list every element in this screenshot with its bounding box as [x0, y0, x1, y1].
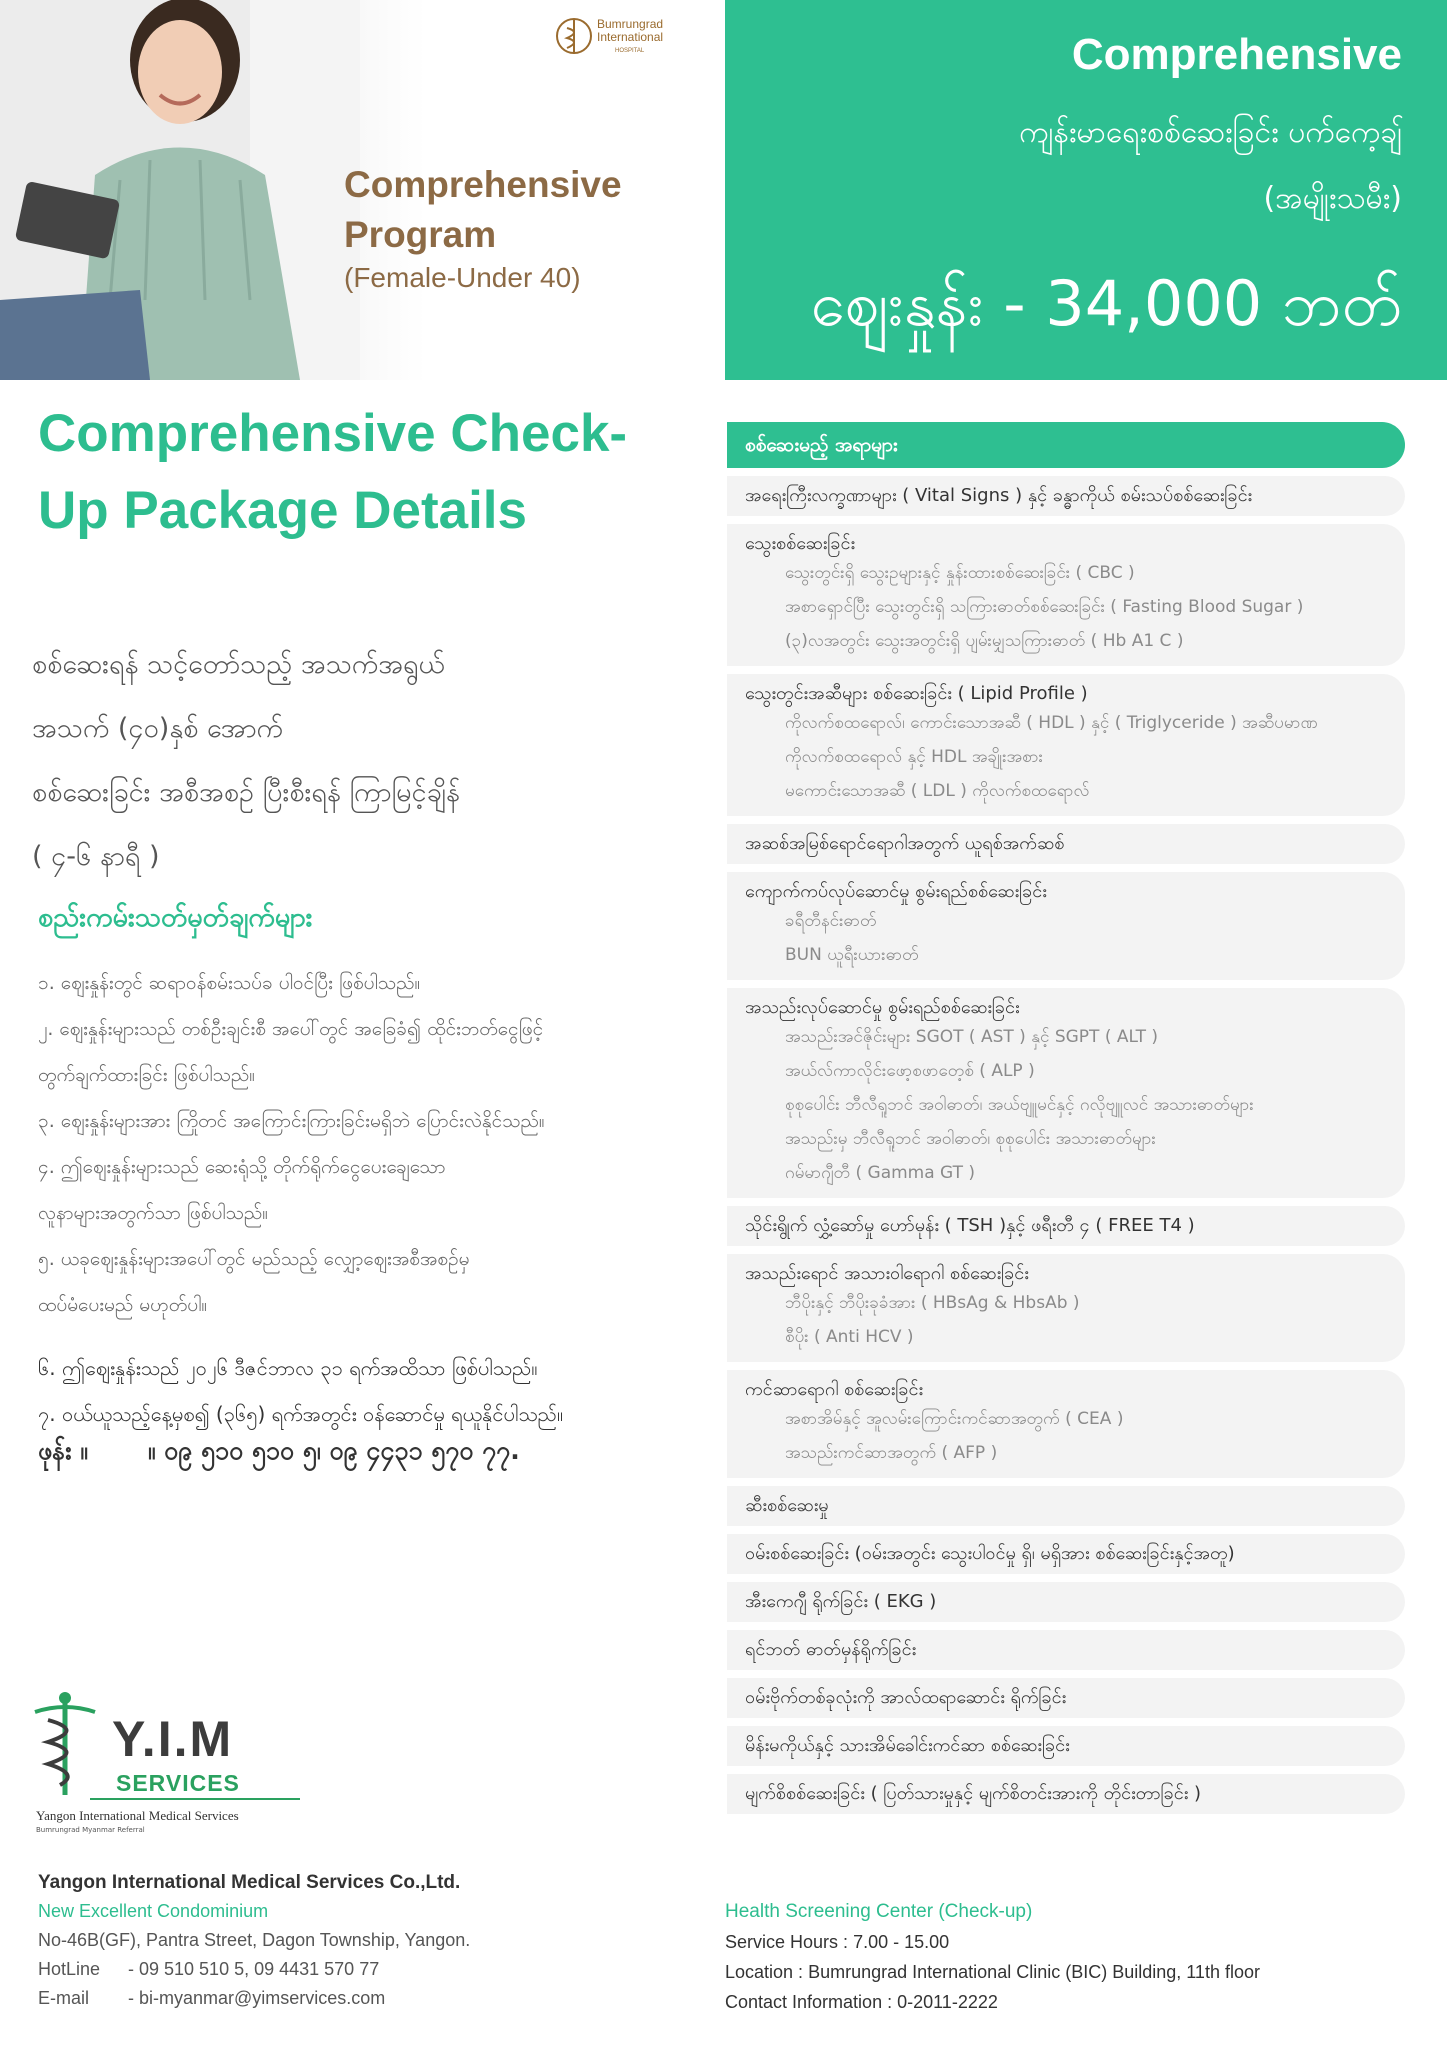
checklist-item-title: သိုင်းရွိုက် လွှံ့ဆော်မှု ဟော်မုန်း ( TSH )နှင့် ဖရီးတီ ၄ ( FREE T4 ): [745, 1215, 1195, 1236]
checklist-item: [727, 1726, 1405, 1766]
contact-label: Contact Information :: [725, 1992, 893, 2012]
checklist-header: စစ်ဆေးမည့် အရာများ: [727, 422, 1405, 468]
checklist-subitem: အသည်းမှ ဘီလီရူဘင် အဝါဓာတ်၊ စုစုပေါင်း အသားဓာတ်များ: [785, 1129, 1156, 1149]
checklist-subitem: စီပိုး ( Anti HCV ): [785, 1327, 914, 1347]
term-item: ၁. ဈေးနှုန်းတွင် ဆရာဝန်စမ်းသပ်ခ ပါဝင်ပြီး ဖြစ်ပါသည်။: [38, 972, 421, 994]
checklist: [727, 422, 1405, 1822]
checklist-item: [727, 674, 1405, 816]
checklist-item-title: ကင်ဆာရောဂါ စစ်ဆေးခြင်း: [745, 1379, 924, 1400]
phone-numbers[interactable]: ။ ၀၉ ၅၁၀ ၅၁၀ ၅၊ ၀၉ ၄၄၃၁ ၅၇၀ ၇၇.: [147, 1436, 520, 1465]
hours-value: 7.00 - 15.00: [853, 1932, 950, 1952]
checklist-subitem: စုစုပေါင်း ဘီလီရူဘင် အဝါဓာတ်၊ အယ်ဗျူမင်နှင့် ဂလိုဗျူလင် အသားဓာတ်များ: [785, 1095, 1254, 1115]
checklist-item: [727, 1206, 1405, 1246]
package-title: Comprehensive Check-Up Package Details: [38, 404, 628, 540]
checklist-item-title: ဝမ်းစစ်ဆေးခြင်း (ဝမ်းအတွင်း သွေးပါဝင်မှု ရှိ၊ မရှိအား စစ်ဆေးခြင်းနှင့်အတူ): [745, 1543, 1235, 1564]
terms-list: [38, 960, 698, 1328]
checklist-subitem: အယ်လ်ကာလိုင်းဖော့စဖာတေ့စ် ( ALP ): [785, 1061, 1035, 1081]
checklist-subitem: သွေးတွင်းရှိ သွေးဥများနှင့် နှုန်းထားစစ်ဆေးခြင်း ( CBC ): [785, 563, 1135, 583]
checklist-subitem: ကိုလက်စထရောလ်၊ ကောင်းသောအဆီ ( HDL ) နှင့် ( Triglyceride ) အဆီပမာဏ: [785, 713, 1318, 733]
checklist-item: [727, 1630, 1405, 1670]
checklist-item: [727, 1254, 1405, 1362]
checklist-subitem: ကိုလက်စထရောလ် နှင့် HDL အချိုးအစား: [785, 747, 1043, 767]
checklist-subitem: (၃)လအတွင်း သွေးအတွင်းရှိ ပျမ်းမျှသကြားဓာတ် ( Hb A1 C ): [785, 631, 1184, 651]
screening-title: Health Screening Center (Check-up): [725, 1901, 1033, 1922]
hospital-name: Bumrungrad International: [597, 17, 664, 44]
email-label: E-mail: [38, 1988, 90, 2008]
term-item: ထပ်မံပေးမည် မဟုတ်ပါ။: [38, 1294, 208, 1316]
term-item: ၆. ဤဈေးနှုန်းသည် ၂၀၂၆ ဒီဇင်ဘာလ ၃၁ ရက်အထိသာ ဖြစ်ပါသည်။: [38, 1356, 538, 1380]
checklist-item-title: မိန်းမကိုယ်နှင့် သားအိမ်ခေါင်းကင်ဆာ စစ်ဆေးခြင်း: [745, 1735, 1070, 1756]
info-line: ( ၄-၆ နာရီ ): [32, 841, 160, 872]
checklist-subitem: ခရီတီနင်းဓာတ်: [785, 911, 877, 931]
hotline-label: HotLine: [38, 1959, 101, 1979]
info-line: အသက် (၄၀)နှစ် အောက်: [32, 713, 283, 744]
hero-banner: [0, 0, 710, 380]
info-line: စစ်ဆေးခြင်း အစီအစဉ် ပြီးစီးရန် ကြာမြင့်ချိန်: [32, 777, 460, 808]
yim-services: SERVICES: [116, 1770, 240, 1796]
checklist-item-title: အဆစ်အမြစ်ရောင်ရောဂါအတွက် ယူရစ်အက်ဆစ်: [745, 833, 1065, 854]
phone-row: [38, 1435, 698, 1472]
contact-value[interactable]: 0-2011-2222: [897, 1992, 998, 2012]
checklist-item: [727, 1582, 1405, 1622]
checklist-item-title: အီးကေဂျီ ရိုက်ခြင်း ( EKG ): [745, 1591, 937, 1612]
hospital-sub: HOSPITAL: [615, 48, 645, 54]
price-box-subtitle: ကျန်းမာရေးစစ်ဆေးခြင်း ပက်ကေ့ချ်: [1019, 115, 1402, 150]
checklist-item: [727, 988, 1405, 1198]
yim-name: Yangon International Medical Services: [36, 1808, 239, 1823]
bumrungrad-logo: [555, 14, 685, 58]
checklist-item: [727, 1774, 1405, 1814]
term-item: ၇. ဝယ်ယူသည့်နေ့မှစ၍ (၃၆၅) ရက်အတွင်း ဝန်ဆောင်မှု ရယူနိုင်ပါသည်။: [38, 1402, 564, 1426]
checklist-item: [727, 1678, 1405, 1718]
location-value: Bumrungrad International Clinic (BIC) Building, 11th floor: [808, 1962, 1260, 1982]
program-subtitle: (Female-Under 40): [344, 262, 581, 293]
checklist-item-title: ရင်ဘတ် ဓာတ်မှန်ရိုက်ခြင်း: [745, 1639, 917, 1660]
checklist-subitem: အစာအိမ်နှင့် အူလမ်းကြောင်းကင်ဆာအတွက် ( CEA ): [785, 1409, 1124, 1429]
company-contact: [38, 1868, 698, 2013]
caduceus-icon: [30, 1690, 100, 1800]
checklist-subitem: မကောင်းသောအဆီ ( LDL ) ကိုလက်စထရောလ်: [785, 781, 1090, 801]
term-item: တွက်ချက်ထားခြင်း ဖြစ်ပါသည်။: [38, 1064, 256, 1086]
checklist-item-title: ဝမ်းဗိုက်တစ်ခုလုံးကို အာလ်ထရာဆောင်း ရိုက်ခြင်း: [745, 1687, 1067, 1708]
terms-title: စည်းကမ်းသတ်မှတ်ချက်များ: [38, 902, 313, 933]
caduceus-icon: [555, 14, 593, 58]
checklist-item-title: သွေးစစ်ဆေးခြင်း: [745, 533, 856, 554]
term-item: ၅. ယခုဈေးနှုန်းများအပေါ်တွင် မည်သည့် လျှော့ဈေးအစီအစဉ်မှ: [38, 1248, 470, 1270]
divider: [90, 1798, 300, 1800]
package-info: [32, 633, 692, 889]
checklist-subitem: BUN ယူရီးယားဓာတ်: [785, 945, 919, 965]
terms-list-2: [38, 1345, 698, 1437]
checklist-item: [727, 524, 1405, 666]
checklist-item-title: အသည်းလုပ်ဆောင်မှု စွမ်းရည်စစ်ဆေးခြင်း: [745, 997, 1020, 1018]
email-value[interactable]: - bi-myanmar@yimservices.com: [128, 1988, 386, 2008]
location-label: Location :: [725, 1962, 804, 1982]
program-title: Comprehensive Program: [344, 164, 622, 255]
checklist-item: [727, 1534, 1405, 1574]
woman-with-tablet-photo: [0, 0, 360, 380]
yim-referral: Bumrungrad Myanmar Referral: [36, 1826, 145, 1834]
checklist-item-title: အသည်းရောင် အသားဝါရောဂါ စစ်ဆေးခြင်း: [745, 1263, 1029, 1284]
checklist-subitem: အသည်းကင်ဆာအတွက် ( AFP ): [785, 1443, 998, 1463]
checklist-subitem: ဂမ်မာဂျီတီ ( Gamma GT ): [785, 1163, 976, 1183]
checklist-subitem: အသည်းအင်ဇိုင်းများ SGOT ( AST ) နှင့် SGPT ( ALT ): [785, 1027, 1159, 1047]
phone-label: ဖုန်း ။: [38, 1436, 88, 1465]
checklist-subitem: ဘီပိုးနှင့် ဘီပိုးခုခံအား ( HBsAg & HbsAb ): [785, 1293, 1080, 1313]
price-box-gender: (အမျိုးသမီး): [1263, 181, 1402, 216]
company-name: Yangon International Medical Services Co.,Ltd.: [38, 1872, 461, 1893]
info-line: စစ်ဆေးရန် သင့်တော်သည့် အသက်အရွယ်: [32, 649, 445, 680]
yim-brand: Y.I.M: [112, 1711, 234, 1767]
price-box: [725, 0, 1447, 380]
checklist-item: [727, 1486, 1405, 1526]
checklist-item: [727, 476, 1405, 516]
hotline-value[interactable]: - 09 510 510 5, 09 4431 570 77: [128, 1959, 380, 1979]
company-address: No-46B(GF), Pantra Street, Dagon Township, Yangon.: [38, 1930, 471, 1950]
term-item: လူနာများအတွက်သာ ဖြစ်ပါသည်။: [38, 1202, 269, 1224]
checklist-item: [727, 1370, 1405, 1478]
checklist-item-title: ကျောက်ကပ်လုပ်ဆောင်မှု စွမ်းရည်စစ်ဆေးခြင်း: [745, 881, 1047, 902]
term-item: ၄. ဤဈေးနှုန်းများသည် ဆေးရုံသို့ တိုက်ရိုက်ငွေပေးချေသော: [38, 1156, 446, 1178]
checklist-item-title: ဆီးစစ်ဆေးမှု: [745, 1495, 829, 1516]
price-value: ဈေးနှုန်း - 34,000 ဘတ်: [810, 267, 1402, 340]
checklist-subitem: အစာရှောင်ပြီး သွေးတွင်းရှိ သကြားဓာတ်စစ်ဆေးခြင်း ( Fasting Blood Sugar ): [785, 597, 1304, 617]
term-item: ၂. ဈေးနှုန်းများသည် တစ်ဦးချင်းစီ အပေါ်တွင် အခြေခံ၍ ထိုင်းဘတ်ငွေဖြင့်: [38, 1018, 544, 1040]
term-item: ၃. ဈေးနှုန်းများအား ကြိုတင် အကြောင်းကြားခြင်းမရှိဘဲ ပြောင်းလဲနိုင်သည်။: [38, 1110, 545, 1132]
checklist-item-title: မျက်စိစစ်ဆေးခြင်း ( ပြတ်သားမှုနှင့် မျက်စိတင်းအားကို တိုင်းတာခြင်း ): [745, 1783, 1202, 1804]
checklist-item-title: အရေးကြီးလက္ခဏာများ ( Vital Signs ) နှင့် ခန္ဓာကိုယ် စမ်းသပ်စစ်ဆေးခြင်း: [745, 485, 1253, 506]
checklist-item: [727, 824, 1405, 864]
checklist-item-title: သွေးတွင်းအဆီများ စစ်ဆေးခြင်း ( Lipid Profile ): [745, 683, 1088, 704]
checklist-item: [727, 872, 1405, 980]
hours-label: Service Hours :: [725, 1932, 849, 1952]
price-box-title: Comprehensive: [1071, 30, 1402, 79]
screening-center-info: [725, 1897, 1425, 2017]
yim-logo: [30, 1690, 310, 1840]
company-condo: New Excellent Condominium: [38, 1901, 269, 1921]
